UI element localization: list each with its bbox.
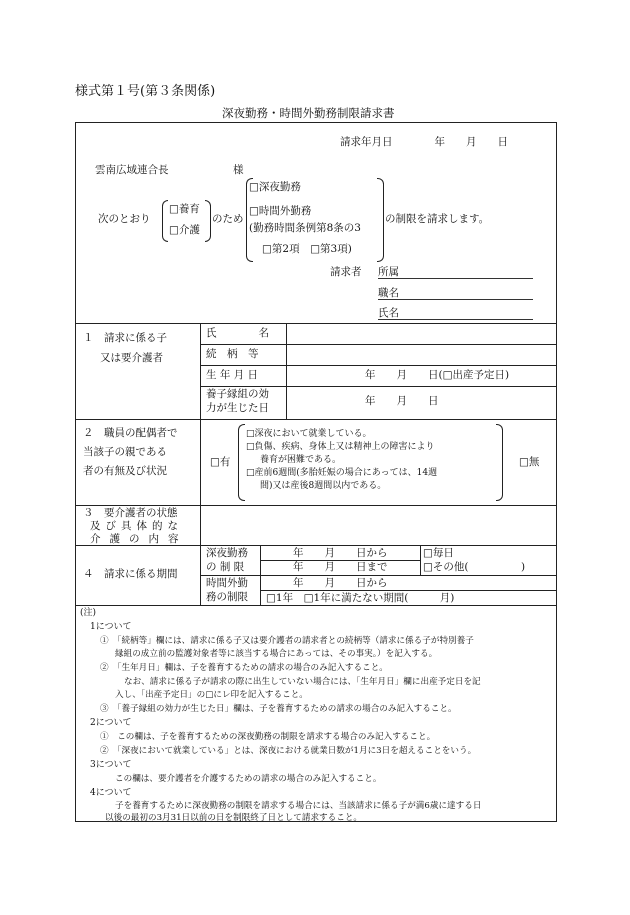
form-number: 様式第１号(第３条関係) bbox=[75, 84, 216, 99]
name-label: 氏名 bbox=[378, 307, 399, 319]
note-line: ② 「深夜において就業している」とは、深夜における就業日数が1月に3日を超えることをいう。 bbox=[100, 746, 477, 756]
note-line: 2について bbox=[90, 718, 132, 728]
field-adoption-label-2: 力が生じた日 bbox=[206, 402, 269, 414]
right-bracket-2 bbox=[377, 178, 384, 262]
request-suffix: の制限を請求します。 bbox=[385, 213, 490, 225]
addressee: 雲南広域連合長 bbox=[95, 164, 169, 176]
note-line: 子を養育するために深夜勤務の制限を請求する場合には、当該請求に係る子が満6歳に達する日 bbox=[115, 801, 482, 811]
shinya-to[interactable]: 年 月 日まで bbox=[293, 561, 388, 573]
request-tame: のため bbox=[212, 213, 244, 225]
section4-label: ４ 請求に係る期間 bbox=[83, 568, 178, 580]
note-line: ① この欄は、子を養育するための深夜勤務の制限を請求する場合のみ記入すること。 bbox=[100, 732, 436, 742]
section1-label: １ 請求に係る子 bbox=[83, 332, 167, 344]
request-date: 請求年月日 年 月 日 bbox=[340, 136, 508, 148]
note-line: ① 「続柄等」欄には、請求に係る子又は要介護者の請求者との続柄等（請求に係る子が特別養子 bbox=[100, 636, 474, 646]
condition-3[interactable]: □産前6週間(多胎妊娠の場合にあっては、14週 bbox=[246, 468, 438, 478]
name-line[interactable] bbox=[378, 319, 533, 320]
section3-label-2: 及び具体的な bbox=[90, 520, 183, 532]
condition-2[interactable]: □負傷、疾病、身体上又は精神上の障害により bbox=[246, 442, 435, 452]
rule bbox=[420, 545, 421, 575]
option-kaigo[interactable]: □介護 bbox=[169, 224, 200, 236]
jikangai-limit-label: 時間外勤 bbox=[206, 577, 248, 589]
field-adoption-value[interactable]: 年 月 日 bbox=[365, 395, 439, 407]
jikangai-limit-label-2: 務の制限 bbox=[206, 591, 248, 603]
field-adoption-label: 養子縁組の効 bbox=[206, 388, 269, 400]
condition-2-cont: 養育が困難である。 bbox=[260, 455, 342, 465]
field-dob-label: 生 年 月 日 bbox=[206, 369, 259, 381]
rule bbox=[75, 419, 557, 420]
option-ari[interactable]: □有 bbox=[210, 456, 231, 468]
field-name-label: 氏 名 bbox=[206, 327, 269, 339]
option-nashi[interactable]: □無 bbox=[519, 456, 540, 468]
affiliation-label: 所属 bbox=[378, 266, 399, 278]
notes-heading: (注) bbox=[80, 608, 97, 618]
note-line: 1について bbox=[90, 622, 132, 632]
rule bbox=[75, 605, 557, 606]
option-ikuji[interactable]: □養育 bbox=[169, 203, 200, 215]
section2-label-2: 当該子の親である bbox=[83, 446, 167, 458]
option-shinya[interactable]: □深夜勤務 bbox=[249, 181, 301, 193]
rule bbox=[75, 505, 557, 506]
jorei-reference: (勤務時間条例第8条の3 bbox=[249, 222, 361, 234]
rule bbox=[200, 575, 557, 576]
section2-label-3: 者の有無及び状況 bbox=[83, 465, 167, 477]
right-bracket-3 bbox=[496, 424, 503, 501]
note-line: 以後の最初の3月31日以前の日を制限終了日として請求すること。 bbox=[105, 813, 363, 823]
shinya-limit-label-2: の 制 限 bbox=[206, 561, 245, 573]
note-line: 縁組の成立前の監護対象者等に該当する場合にあっては、その事実。）を記入する。 bbox=[115, 649, 438, 659]
right-bracket bbox=[205, 200, 211, 242]
rule bbox=[200, 344, 557, 345]
section1-label-2: 又は要介護者 bbox=[100, 352, 163, 364]
note-line: 3について bbox=[90, 760, 132, 770]
affiliation-line[interactable] bbox=[378, 278, 533, 279]
shinya-limit-label: 深夜勤務 bbox=[206, 547, 248, 559]
section3-label-3: 介護の内容 bbox=[90, 533, 188, 545]
rule bbox=[286, 323, 287, 419]
note-line: ③ 「養子縁組の効力が生じた日」欄は、子を養育するための請求の場合のみ記入すること。 bbox=[100, 704, 457, 714]
left-bracket-3 bbox=[238, 424, 245, 501]
section2-label: ２ 職員の配偶者で bbox=[83, 427, 178, 439]
jikangai-from[interactable]: 年 月 日から bbox=[293, 577, 388, 589]
option-jikangai[interactable]: □時間外勤務 bbox=[249, 205, 312, 217]
note-line: ② 「生年月日」欄は、子を養育するための請求の場合のみ記入すること。 bbox=[100, 663, 388, 673]
rule bbox=[200, 365, 557, 366]
note-line: 4について bbox=[90, 788, 132, 798]
note-line: この欄は、要介護者を介護するための請求の場合のみ記入すること。 bbox=[115, 774, 382, 784]
option-kou[interactable]: □第2項 □第3項) bbox=[262, 243, 352, 255]
field-dob-value[interactable]: 年 月 日(□出産予定日) bbox=[365, 369, 510, 381]
rule bbox=[260, 590, 557, 591]
section3-label: ３ 要介護者の状態 bbox=[83, 507, 178, 519]
option-mainichi[interactable]: □毎日 bbox=[423, 547, 454, 559]
jikangai-period[interactable]: □1年 □1年に満たない期間( 月) bbox=[266, 592, 455, 604]
left-bracket bbox=[162, 200, 168, 242]
rule bbox=[75, 323, 557, 324]
request-prefix: 次のとおり bbox=[98, 213, 151, 225]
note-line: 入し、「出産予定日」の□にレ印を記入すること。 bbox=[115, 690, 308, 700]
field-relation-label: 続 柄 等 bbox=[206, 348, 259, 360]
form-title: 深夜勤務・時間外勤務制限請求書 bbox=[222, 106, 395, 120]
condition-1[interactable]: □深夜において就業している。 bbox=[246, 429, 372, 439]
rule bbox=[200, 386, 557, 387]
position-line[interactable] bbox=[378, 299, 533, 300]
position-label: 職名 bbox=[378, 287, 399, 299]
shinya-from[interactable]: 年 月 日から bbox=[293, 547, 388, 559]
requester-label: 請求者 bbox=[330, 266, 362, 278]
option-sonota[interactable]: □その他( ) bbox=[423, 561, 526, 573]
addressee-sama: 様 bbox=[233, 164, 244, 176]
condition-3-cont: 間)又は産後8週間以内である。 bbox=[260, 481, 387, 491]
note-line: なお、請求に係る子が請求の際に出生していない場合には、「生年月日」欄に出産予定日を記 bbox=[124, 677, 481, 687]
